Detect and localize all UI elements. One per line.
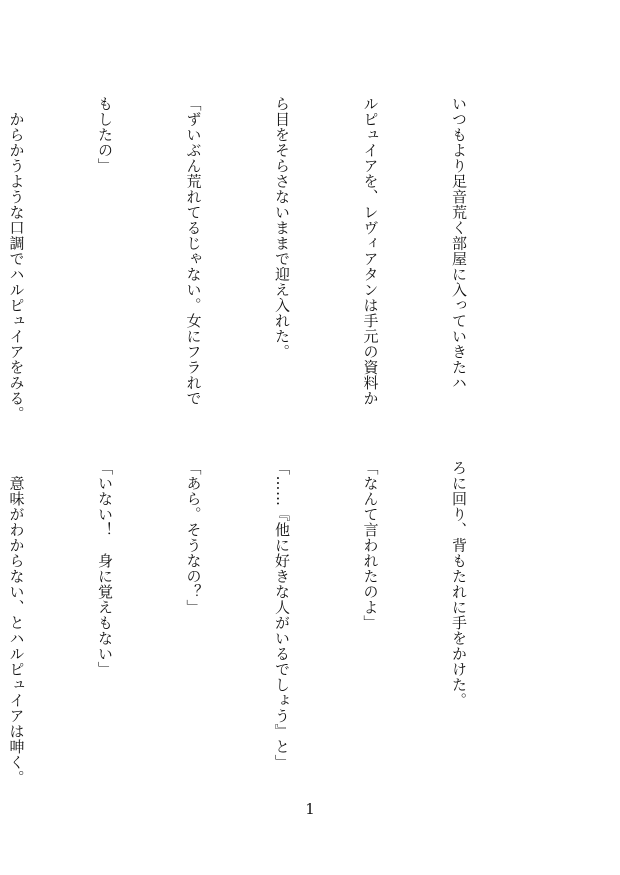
text-block-bottom [0, 460, 532, 790]
text-block-top [0, 96, 532, 426]
page-number: 1 [305, 800, 315, 818]
text-line: もしたの」 [96, 96, 114, 174]
text-line: いつもより足音荒く部屋に入っていきたハ [450, 96, 468, 391]
text-line: 「あら。そうなの？」 [184, 460, 203, 615]
text-line: ら目をそらさないままで迎え入れた。 [273, 96, 291, 360]
text-line: 意味がわからない、とハルピュイアは呻く。 [7, 460, 26, 786]
text-line: ろに回り、背もたれに手をかけた。 [450, 460, 468, 708]
text-line: 「いない！ 身に覚えもない」 [96, 460, 114, 677]
text-line: 「……『他に好きな人がいるでしょう』と」 [273, 460, 291, 770]
text-line: 「なんて言われたのよ」 [361, 460, 380, 631]
text-line: 「ずいぶん荒れてるじゃない。女にフラれで [184, 96, 203, 406]
text-line: からかうような口調でハルピュイアをみる。 [7, 96, 26, 422]
text-line: ルピュイアを、レヴィアタンは手元の資料か [361, 96, 380, 406]
